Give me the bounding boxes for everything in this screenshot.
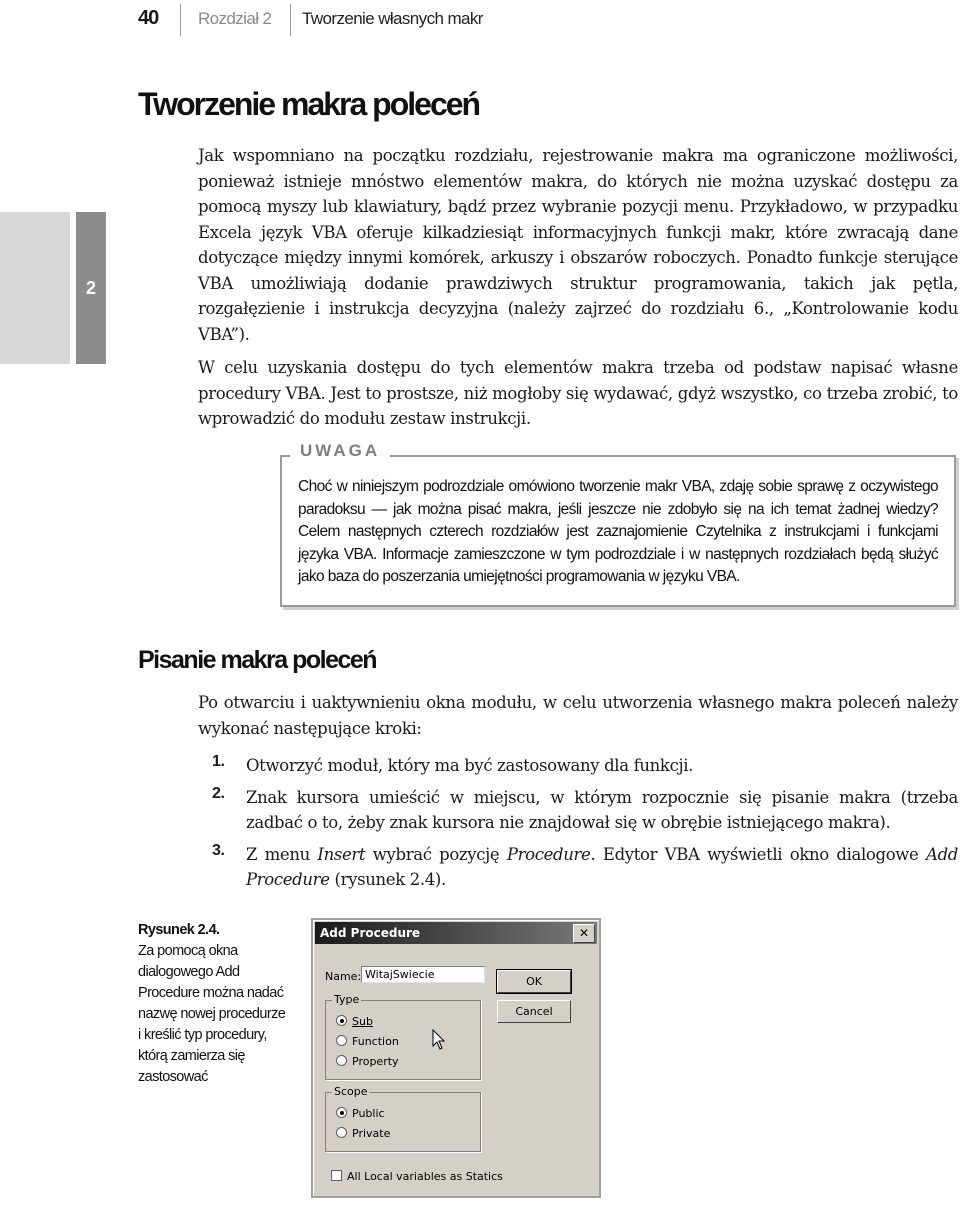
section-title: Tworzenie makra poleceń <box>138 86 480 122</box>
statics-checkbox[interactable]: All Local variables as Statics <box>331 1170 503 1183</box>
steps-list <box>212 753 958 899</box>
section-body <box>198 143 958 432</box>
paragraph: W celu uzyskania dostępu do tych elementów makra trzeba od podstaw napisać własne procedury VBA. Jest to prostsze, niż mogłoby się wydawać, gdyż wszystko, co trzeba zrobić, to wprowadzić do modułu zestaw instrukcji. <box>198 358 958 428</box>
radio-public[interactable]: Public <box>336 1107 385 1120</box>
divider <box>290 4 291 36</box>
checkbox-icon <box>331 1170 342 1181</box>
radio-sub[interactable]: Sub <box>336 1015 373 1028</box>
chapter-label: Rozdział 2 <box>198 9 272 28</box>
caption-text: Za pomocą okna dialogowego Add Procedure można nadać nazwę nowej procedurze i kreślić typ procedury, którą zamierza się zastosować <box>138 943 286 1085</box>
list-item <box>212 842 958 893</box>
paragraph: Po otwarciu i uaktywnieniu okna modułu, w celu utworzenia własnego makra poleceń należy wykonać następujące kroki: <box>198 693 958 738</box>
close-icon[interactable]: ✕ <box>573 924 595 943</box>
name-input[interactable]: WitajSwiecie <box>361 966 485 983</box>
paragraph: Jak wspomniano na początku rozdziału, rejestrowanie makra ma ograniczone możliwości, ponieważ istnieje mnóstwo elementów makra, do których nie można uzyskać dostępu za pomocą myszy lub klawiatury, bądź przez wybranie pozycji menu. Przykładowo, w przypadku Excela język VBA oferuje kilkadziesiąt informacyjnych funkcji makr, które zwracają dane dotyczące między innymi komórek, arkuszy i obszarów roboczych. Ponadto funkcje sterujące VBA umożliwiają dodanie prawdziwych struktur programowania, takich jak pętla, rozgałęzienie i instrukcja decyzyjna (należy zajrzeć do rozdziału 6., „Kontrolowanie kodu VBA”). <box>198 146 958 344</box>
side-tab-number: 2 <box>85 278 96 298</box>
page-header <box>0 0 960 40</box>
note-title: UWAGA <box>290 441 390 461</box>
type-group <box>325 993 481 1080</box>
radio-property[interactable]: Property <box>336 1055 399 1068</box>
step-text: Otworzyć moduł, który ma być zastosowany dla funkcji. <box>246 756 694 775</box>
subsection-intro <box>198 690 958 741</box>
step-number: 3. <box>212 841 225 859</box>
list-item <box>212 785 958 836</box>
cancel-button[interactable]: Cancel <box>497 1000 571 1023</box>
radio-selected-icon <box>336 1015 347 1026</box>
ok-button[interactable]: OK <box>497 970 571 993</box>
add-procedure-dialog <box>311 918 601 1198</box>
step-text: Z menu Insert wybrać pozycję Procedure. Edytor VBA wyświetli okno dialogowe Add Procedure (rysunek 2.4). <box>246 844 958 889</box>
divider <box>180 4 181 36</box>
radio-selected-icon <box>336 1107 347 1118</box>
scope-group <box>325 1085 481 1152</box>
side-tab-background <box>0 212 70 364</box>
type-group-label: Type <box>334 993 360 1006</box>
note-body: Choć w niniejszym podrozdziale omówiono tworzenie makr VBA, zdaję sobie sprawę z oczywistego paradoksu — jak można pisać makra, jeśli jeszcze nie zdobyło się na ich temat żadnej wiedzy? Celem następnych czterech rozdziałów jest zaznajomienie Czytelnika z instrukcjami i funkcjami języka VBA. Informacje zamieszczone w tym podrozdziale i w następnych rozdziałach będą służyć jako baza do poszerzania umiejętności programowania w języku VBA. <box>298 478 938 585</box>
step-number: 1. <box>212 753 225 770</box>
radio-icon <box>336 1035 347 1046</box>
side-tab <box>76 212 106 364</box>
page-number: 40 <box>138 7 159 29</box>
step-number: 2. <box>212 784 225 802</box>
radio-private[interactable]: Private <box>336 1127 390 1140</box>
caption-title: Rysunek 2.4. <box>138 922 220 938</box>
step-text: Znak kursora umieścić w miejscu, w którym rozpocznie się pisanie makra (trzeba zadbać o to, żeby znak kursora nie znajdował się w obrębie istniejącego makra). <box>246 787 958 832</box>
scope-group-label: Scope <box>334 1085 368 1098</box>
dialog-title-bar: Add Procedure <box>315 922 597 944</box>
mouse-pointer-icon <box>432 1029 446 1051</box>
figure-caption <box>138 920 288 1088</box>
radio-icon <box>336 1127 347 1138</box>
list-item <box>212 753 958 779</box>
radio-function[interactable]: Function <box>336 1035 399 1048</box>
chapter-title: Tworzenie własnych makr <box>302 9 483 28</box>
subsection-title: Pisanie makra poleceń <box>138 646 377 674</box>
name-label: Name: <box>325 970 362 983</box>
radio-icon <box>336 1055 347 1066</box>
